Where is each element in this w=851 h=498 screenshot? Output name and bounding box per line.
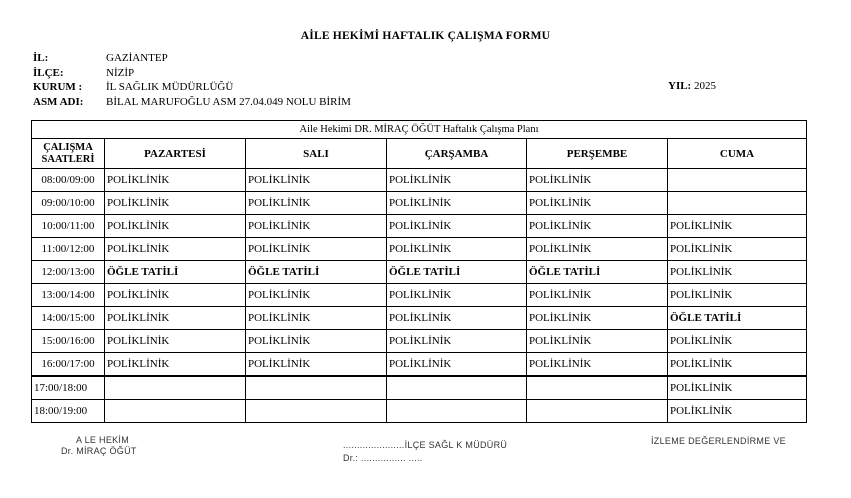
time-slot: 16:00/17:00: [32, 353, 105, 377]
schedule-cell: [527, 376, 668, 400]
schedule-cell: POLİKLİNİK: [527, 192, 668, 215]
schedule-cell: ÖĞLE TATİLİ: [668, 307, 807, 330]
schedule-cell: POLİKLİNİK: [527, 238, 668, 261]
table-row: [32, 215, 807, 238]
meta-key: İL:: [33, 52, 49, 64]
schedule-cell: POLİKLİNİK: [527, 353, 668, 377]
time-slot: 17:00/18:00: [32, 376, 105, 400]
schedule-cell: POLİKLİNİK: [387, 307, 527, 330]
year-value: 2025: [693, 80, 716, 92]
hours-header-line2: SAATLERİ: [41, 153, 95, 165]
table-row: [32, 261, 807, 284]
schedule-cell: [246, 376, 387, 400]
schedule-cell: POLİKLİNİK: [246, 169, 387, 192]
year-field: [668, 80, 716, 92]
schedule-cell: [527, 400, 668, 423]
table-row: [32, 169, 807, 192]
schedule-cell: POLİKLİNİK: [668, 376, 807, 400]
time-slot: 15:00/16:00: [32, 330, 105, 353]
schedule-cell: POLİKLİNİK: [105, 192, 246, 215]
directorate-signature: ......................İLÇE SAĞL K MÜDÜRÜ: [343, 440, 508, 450]
schedule-cell: POLİKLİNİK: [668, 284, 807, 307]
time-slot: 08:00/09:00: [32, 169, 105, 192]
schedule-cell: POLİKLİNİK: [105, 215, 246, 238]
time-slot: 13:00/14:00: [32, 284, 105, 307]
schedule-cell: ÖĞLE TATİLİ: [527, 261, 668, 284]
schedule-cell: POLİKLİNİK: [246, 192, 387, 215]
meta-row-il: [33, 51, 351, 66]
schedule-cell: POLİKLİNİK: [668, 330, 807, 353]
table-row: [32, 284, 807, 307]
schedule-cell: POLİKLİNİK: [246, 353, 387, 377]
meta-key: KURUM :: [33, 81, 83, 93]
meta-value: BİLAL MARUFOĞLU ASM 27.04.049 NOLU BİRİM: [106, 95, 351, 108]
meta-row-ilce: [33, 66, 351, 81]
time-slot: 10:00/11:00: [32, 215, 105, 238]
schedule-cell: POLİKLİNİK: [387, 169, 527, 192]
header-row: [32, 139, 807, 169]
time-slot: 18:00/19:00: [32, 400, 105, 423]
schedule-cell: POLİKLİNİK: [527, 169, 668, 192]
schedule-cell: POLİKLİNİK: [668, 400, 807, 423]
meta-row-asm: [33, 95, 351, 110]
day-header-monday: PAZARTESİ: [105, 139, 246, 169]
schedule-cell: POLİKLİNİK: [668, 215, 807, 238]
weekly-plan-table: [31, 120, 807, 423]
time-slot: 12:00/13:00: [32, 261, 105, 284]
hours-header: [32, 139, 105, 169]
day-header-wednesday: ÇARŞAMBA: [387, 139, 527, 169]
schedule-cell: POLİKLİNİK: [105, 353, 246, 377]
table-row: [32, 400, 807, 423]
schedule-cell: POLİKLİNİK: [105, 238, 246, 261]
meta-key: ASM ADI:: [33, 95, 84, 108]
schedule-cell: POLİKLİNİK: [387, 238, 527, 261]
schedule-cell: POLİKLİNİK: [246, 307, 387, 330]
schedule-cell: [387, 400, 527, 423]
day-header-thursday: PERŞEMBE: [527, 139, 668, 169]
year-label: YIL:: [668, 80, 692, 92]
schedule-cell: ÖĞLE TATİLİ: [387, 261, 527, 284]
table-row: [32, 238, 807, 261]
schedule-cell: POLİKLİNİK: [246, 284, 387, 307]
schedule-cell: POLİKLİNİK: [527, 307, 668, 330]
evaluation-label: İZLEME DEĞERLENDİRME VE: [651, 436, 786, 446]
meta-value: İL SAĞLIK MÜDÜRLÜĞÜ: [106, 81, 234, 93]
schedule-cell: POLİKLİNİK: [105, 307, 246, 330]
schedule-cell: [668, 169, 807, 192]
time-slot: 14:00/15:00: [32, 307, 105, 330]
schedule-cell: POLİKLİNİK: [387, 215, 527, 238]
schedule-cell: ÖĞLE TATİLİ: [105, 261, 246, 284]
directorate-doctor: Dr.: ................ .....: [343, 453, 423, 463]
schedule-cell: POLİKLİNİK: [668, 238, 807, 261]
schedule-cell: POLİKLİNİK: [527, 215, 668, 238]
table-row: [32, 353, 807, 377]
schedule-cell: [668, 192, 807, 215]
day-header-tuesday: SALI: [246, 139, 387, 169]
schedule-cell: [105, 376, 246, 400]
doctor-signature-title: A LE HEKİM: [76, 435, 130, 445]
schedule-cell: POLİKLİNİK: [387, 192, 527, 215]
schedule-cell: POLİKLİNİK: [527, 284, 668, 307]
table-row: [32, 376, 807, 400]
schedule-cell: POLİKLİNİK: [387, 330, 527, 353]
schedule-cell: [105, 400, 246, 423]
meta-row-kurum: [33, 80, 351, 95]
hours-header-line1: ÇALIŞMA: [43, 141, 93, 153]
schedule-cell: ÖĞLE TATİLİ: [246, 261, 387, 284]
form-title: AİLE HEKİMİ HAFTALIK ÇALIŞMA FORMU: [300, 30, 551, 42]
schedule-cell: POLİKLİNİK: [387, 353, 527, 377]
schedule-cell: POLİKLİNİK: [246, 238, 387, 261]
table-row: [32, 192, 807, 215]
schedule-cell: [387, 376, 527, 400]
schedule-cell: POLİKLİNİK: [105, 169, 246, 192]
schedule-cell: POLİKLİNİK: [105, 330, 246, 353]
time-slot: 09:00/10:00: [32, 192, 105, 215]
schedule-cell: POLİKLİNİK: [387, 284, 527, 307]
schedule-cell: POLİKLİNİK: [668, 261, 807, 284]
meta-value: GAZİANTEP: [106, 52, 168, 64]
plan-title-row: [32, 121, 807, 139]
schedule-cell: POLİKLİNİK: [246, 330, 387, 353]
day-header-friday: CUMA: [668, 139, 807, 169]
table-row: [32, 307, 807, 330]
form-meta: [33, 51, 351, 109]
schedule-cell: [246, 400, 387, 423]
schedule-cell: POLİKLİNİK: [668, 353, 807, 377]
time-slot: 11:00/12:00: [32, 238, 105, 261]
doctor-signature-name: Dr. MİRAÇ ÖĞÜT: [61, 446, 137, 456]
table-row: [32, 330, 807, 353]
plan-title: Aile Hekimi DR. MİRAÇ ÖĞÜT Haftalık Çalışma Planı: [32, 121, 807, 139]
meta-value: NİZİP: [106, 66, 135, 79]
schedule-cell: POLİKLİNİK: [246, 215, 387, 238]
schedule-cell: POLİKLİNİK: [527, 330, 668, 353]
meta-key: İLÇE:: [33, 66, 64, 79]
schedule-cell: POLİKLİNİK: [105, 284, 246, 307]
